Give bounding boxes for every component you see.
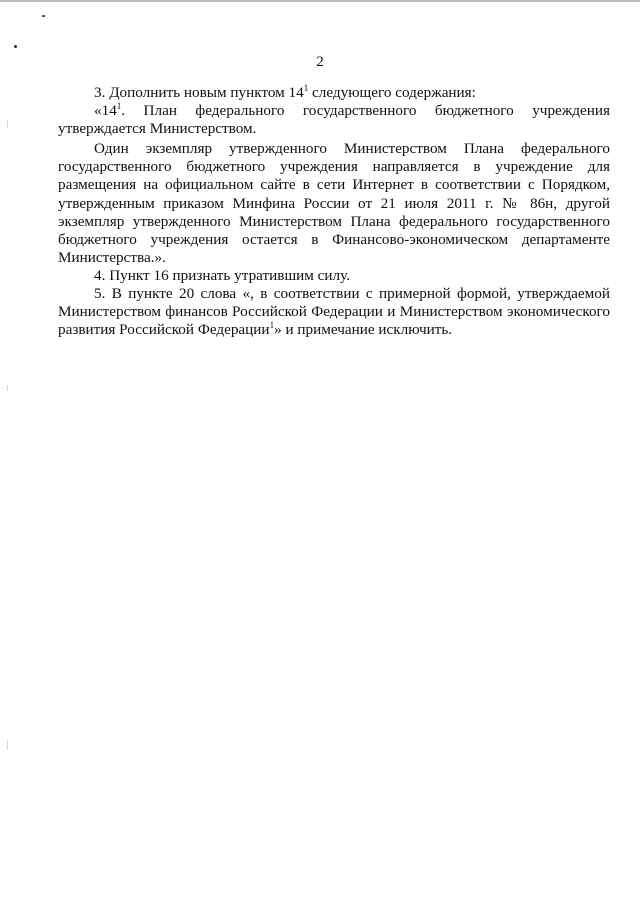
scan-speck [14, 45, 17, 48]
paragraph-plan-copy: Один экземпляр утвержденного Министерством Плана федерального государственного бюджетного учреждения направляется в учреждение для размещения на официальном сайте в сети Интернет в соответствии с Порядком, утвержденным приказом Минфина России от 21 июля 2011 г. № 86н, другой экземпляр утвержденного Министерством Плана федерального государственного бюджетного учреждения остается в Финансово-экономическом департаменте Министерства.». [58, 140, 610, 266]
paragraph-plan-approval: «$14^1$. План федерального государственного бюджетного учреждения утверждается Министерством. [58, 101, 610, 138]
scan-edge-mark [7, 740, 8, 750]
paragraph-item-3: 3. Дополнить новым пунктом $14^1$ следующего содержания: [94, 82, 476, 101]
scan-edge-mark [7, 120, 8, 128]
document-body [58, 84, 610, 339]
paragraph-item-4: 4. Пункт 16 признать утратившим силу. [94, 266, 350, 284]
superscript-1: 1 [116, 101, 122, 112]
scan-top-edge [0, 0, 640, 2]
superscript-1: 1 [303, 82, 309, 93]
footnote-marker: 1 [269, 320, 275, 331]
paragraph-item-5: 5. В пункте 20 слова «, в соответствии с примерной формой, утверждаемой Министерством финансов Российской Федерации и Министерством экономического развития Российской Федерации$^1$» и примечание исключить. [58, 285, 610, 339]
scan-speck [42, 15, 45, 17]
scan-edge-mark [7, 385, 8, 391]
page-number: 2 [316, 54, 324, 70]
